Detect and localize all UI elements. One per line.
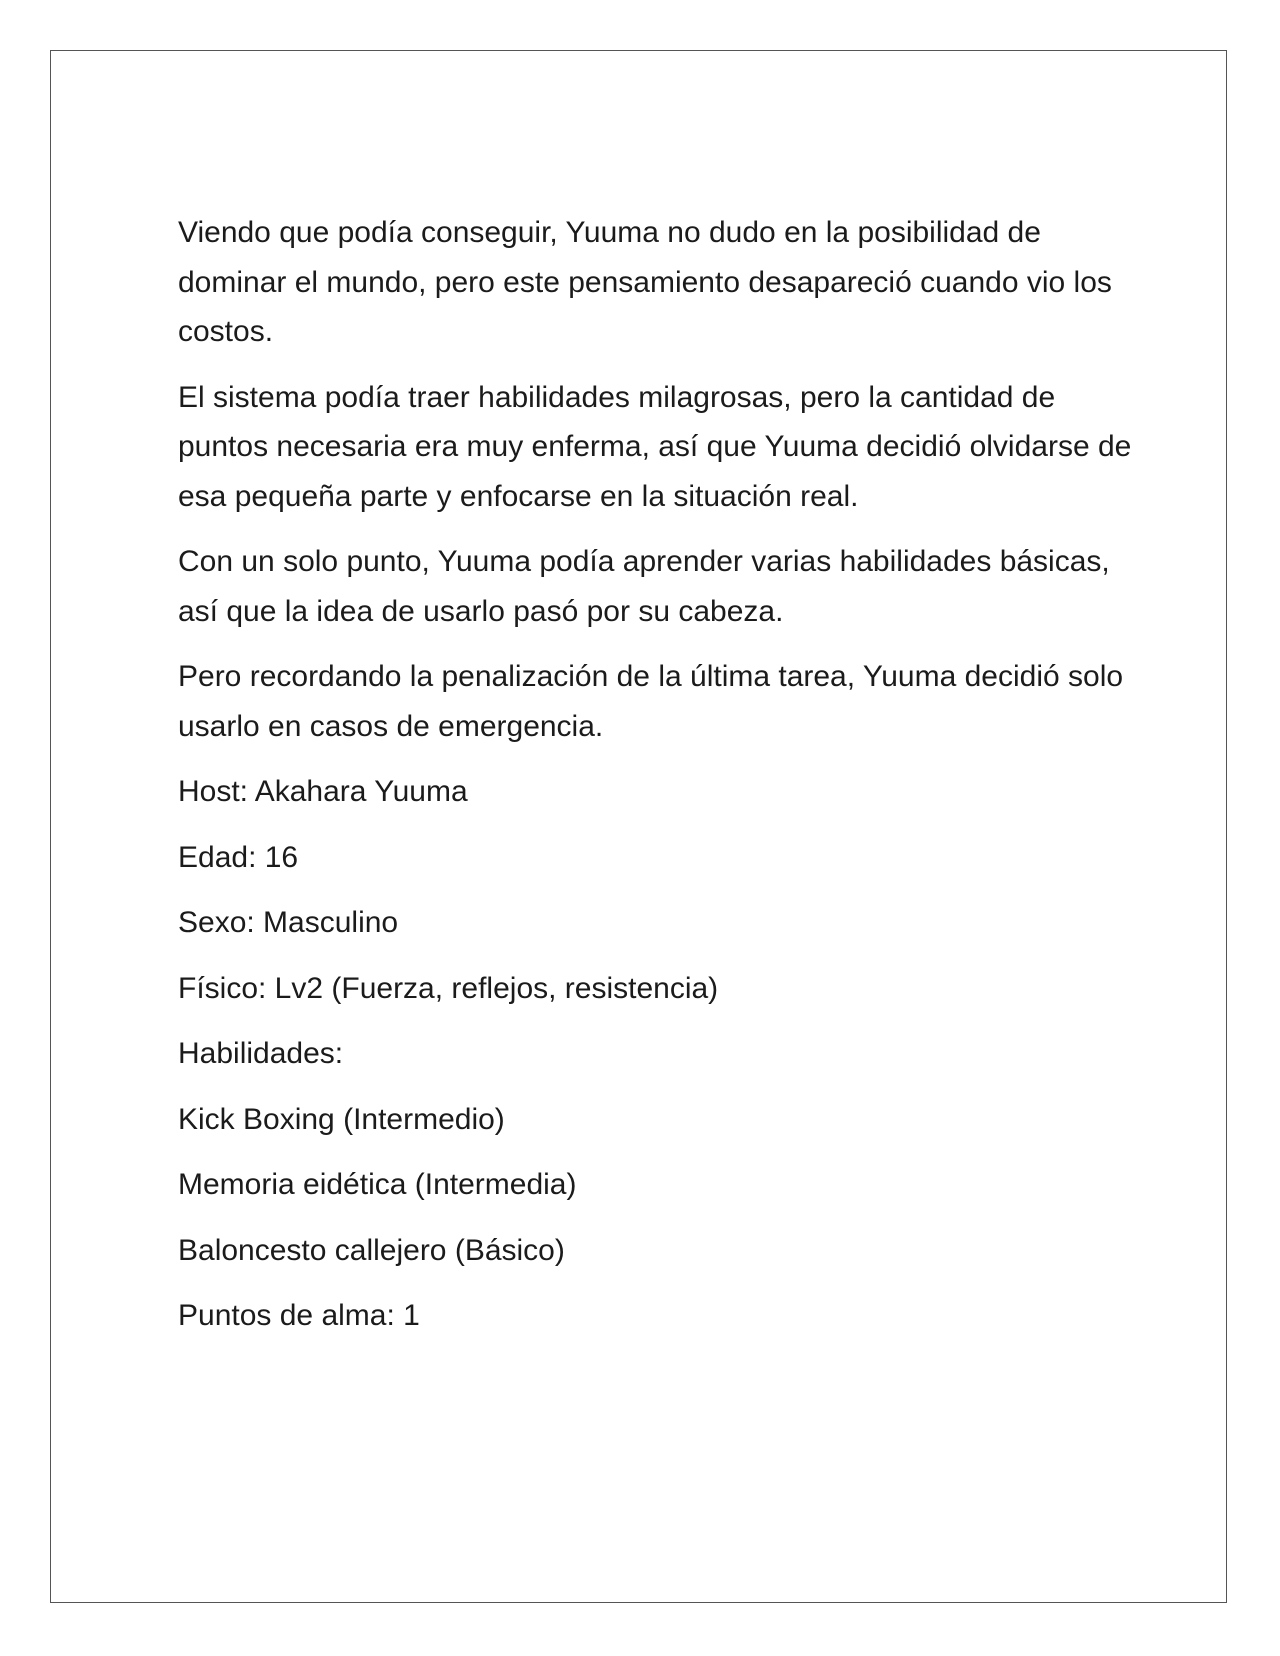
document-page xyxy=(50,50,1227,1603)
paragraph: Con un solo punto, Yuuma podía aprender varias habilidades básicas, así que la idea de usarlo pasó por su cabeza. xyxy=(178,545,1110,628)
status-host: Host: Akahara Yuuma xyxy=(178,775,468,808)
paragraph: Pero recordando la penalización de la última tarea, Yuuma decidió solo usarlo en casos de emergencia. xyxy=(178,660,1124,743)
paragraph: Viendo que podía conseguir, Yuuma no dudo en la posibilidad de dominar el mundo, pero este pensamiento desapareció cuando vio los costos. xyxy=(178,216,1112,348)
paragraph: El sistema podía traer habilidades milagrosas, pero la cantidad de puntos necesaria era muy enferma, así que Yuuma decidió olvidarse de esa pequeña parte y enfocarse en la situación real. xyxy=(178,380,1132,513)
skills-heading: Habilidades: xyxy=(178,1037,344,1070)
skill-item: Kick Boxing (Intermedio) xyxy=(178,1102,505,1136)
status-age: Edad: 16 xyxy=(178,840,299,874)
status-sex: Sexo: Masculino xyxy=(178,906,399,939)
status-soul-points: Puntos de alma: 1 xyxy=(178,1299,420,1332)
status-physique: Físico: Lv2 (Fuerza, reflejos, resistencia) xyxy=(178,971,719,1005)
skill-item: Memoria eidética (Intermedia) xyxy=(178,1168,577,1201)
skill-item: Baloncesto callejero (Básico) xyxy=(178,1233,565,1267)
document-body xyxy=(178,208,1138,1357)
